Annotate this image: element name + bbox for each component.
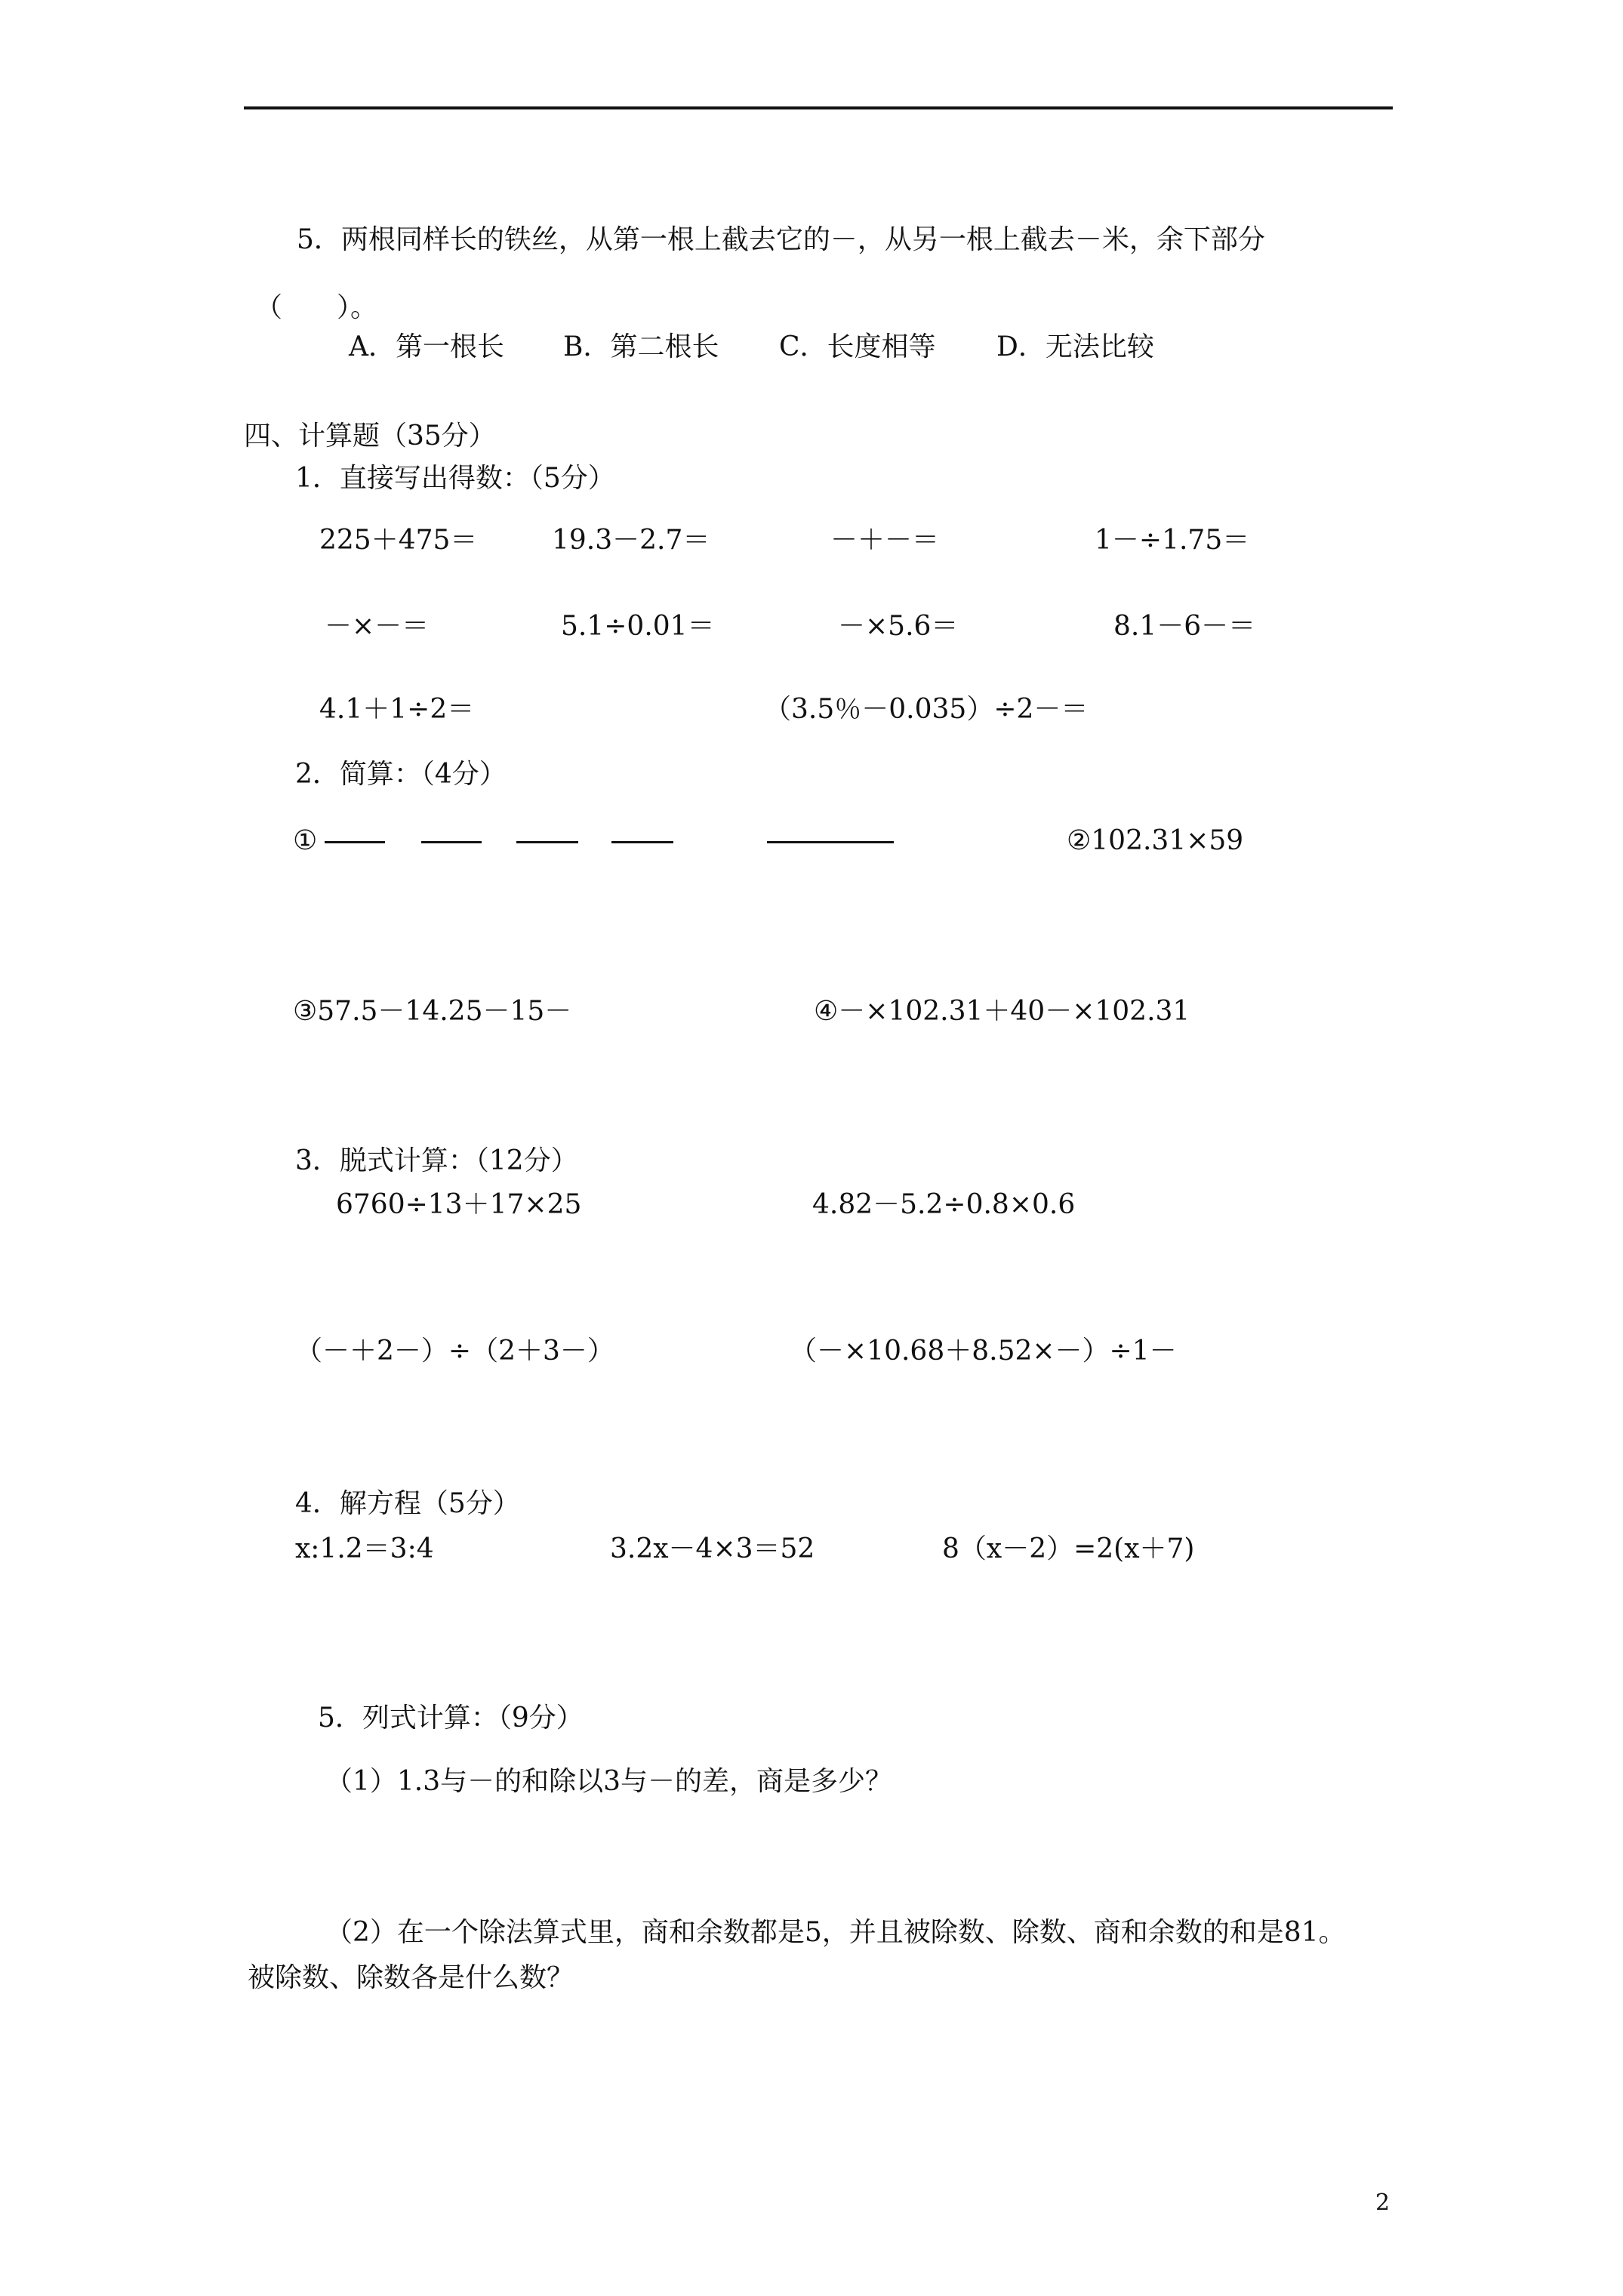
q5-option-c: C．长度相等: [779, 331, 936, 362]
expression-item: 4.82－5.2÷0.8×0.6: [812, 1189, 1076, 1220]
calc-item: 1－÷1.75＝: [1095, 525, 1250, 556]
equation-item: x:1.2＝3:4: [295, 1533, 434, 1564]
simplify-item-1: ①: [293, 825, 318, 856]
calc-item: 4.1＋1÷2＝: [319, 694, 475, 725]
page-number: 2: [1375, 2190, 1390, 2216]
fraction-bar: [516, 841, 578, 843]
simplify-item-3: ③57.5－14.25－15－: [293, 996, 572, 1027]
expression-item: （－×10.68＋8.52×－）÷1－: [790, 1336, 1177, 1367]
fraction-bar: [767, 841, 894, 843]
q5-option-a: A．第一根长: [349, 331, 504, 362]
calc-item: －＋－＝: [830, 525, 940, 556]
equation-item: 8（x－2）=2(x＋7): [942, 1533, 1195, 1564]
fraction-bar: [421, 841, 482, 843]
q5-text: 5．两根同样长的铁丝，从第一根上截去它的－，从另一根上截去－米，余下部分: [297, 224, 1265, 255]
calc-item: 8.1－6－＝: [1113, 611, 1256, 642]
fraction-bar: [611, 841, 673, 843]
q5-answer-bracket: （ ）。: [255, 292, 378, 323]
calc-item: －×－＝: [325, 611, 430, 642]
expression-item: 6760÷13＋17×25: [336, 1189, 582, 1220]
q5-option-d: D．无法比较: [996, 331, 1154, 362]
calc-item: －×5.6＝: [838, 611, 959, 642]
q5-option-b: B．第二根长: [563, 331, 719, 362]
calc-item: 5.1÷0.01＝: [561, 611, 715, 642]
part5-title: 5．列式计算：（9分）: [318, 1703, 584, 1734]
word-problem-2-line-2: 被除数、除数各是什么数？: [248, 1962, 574, 1993]
simplify-item-4: ④－×102.31＋40－×102.31: [814, 996, 1190, 1027]
calc-item: （3.5％－0.035）÷2－＝: [764, 694, 1089, 725]
equation-item: 3.2x－4×3＝52: [610, 1533, 815, 1564]
header-rule: [244, 106, 1393, 109]
calc-item: 225＋475＝: [319, 525, 478, 556]
part2-title: 2．简算：（4分）: [295, 759, 507, 790]
simplify-item-2: ②102.31×59: [1067, 825, 1244, 856]
expression-item: （－＋2－）÷（2＋3－）: [295, 1336, 614, 1367]
part4-title: 4．解方程（5分）: [295, 1488, 520, 1519]
word-problem-1: （1）1.3与－的和除以3与－的差，商是多少？: [325, 1766, 893, 1797]
part3-title: 3．脱式计算：（12分）: [295, 1145, 578, 1176]
calc-item: 19.3－2.7＝: [552, 525, 710, 556]
word-problem-2-line-1: （2）在一个除法算式里，商和余数都是5，并且被除数、除数、商和余数的和是81。: [325, 1917, 1346, 1948]
fraction-bar: [325, 841, 385, 843]
section-title: 四、计算题（35分）: [244, 421, 496, 451]
part1-title: 1．直接写出得数：（5分）: [295, 463, 615, 494]
